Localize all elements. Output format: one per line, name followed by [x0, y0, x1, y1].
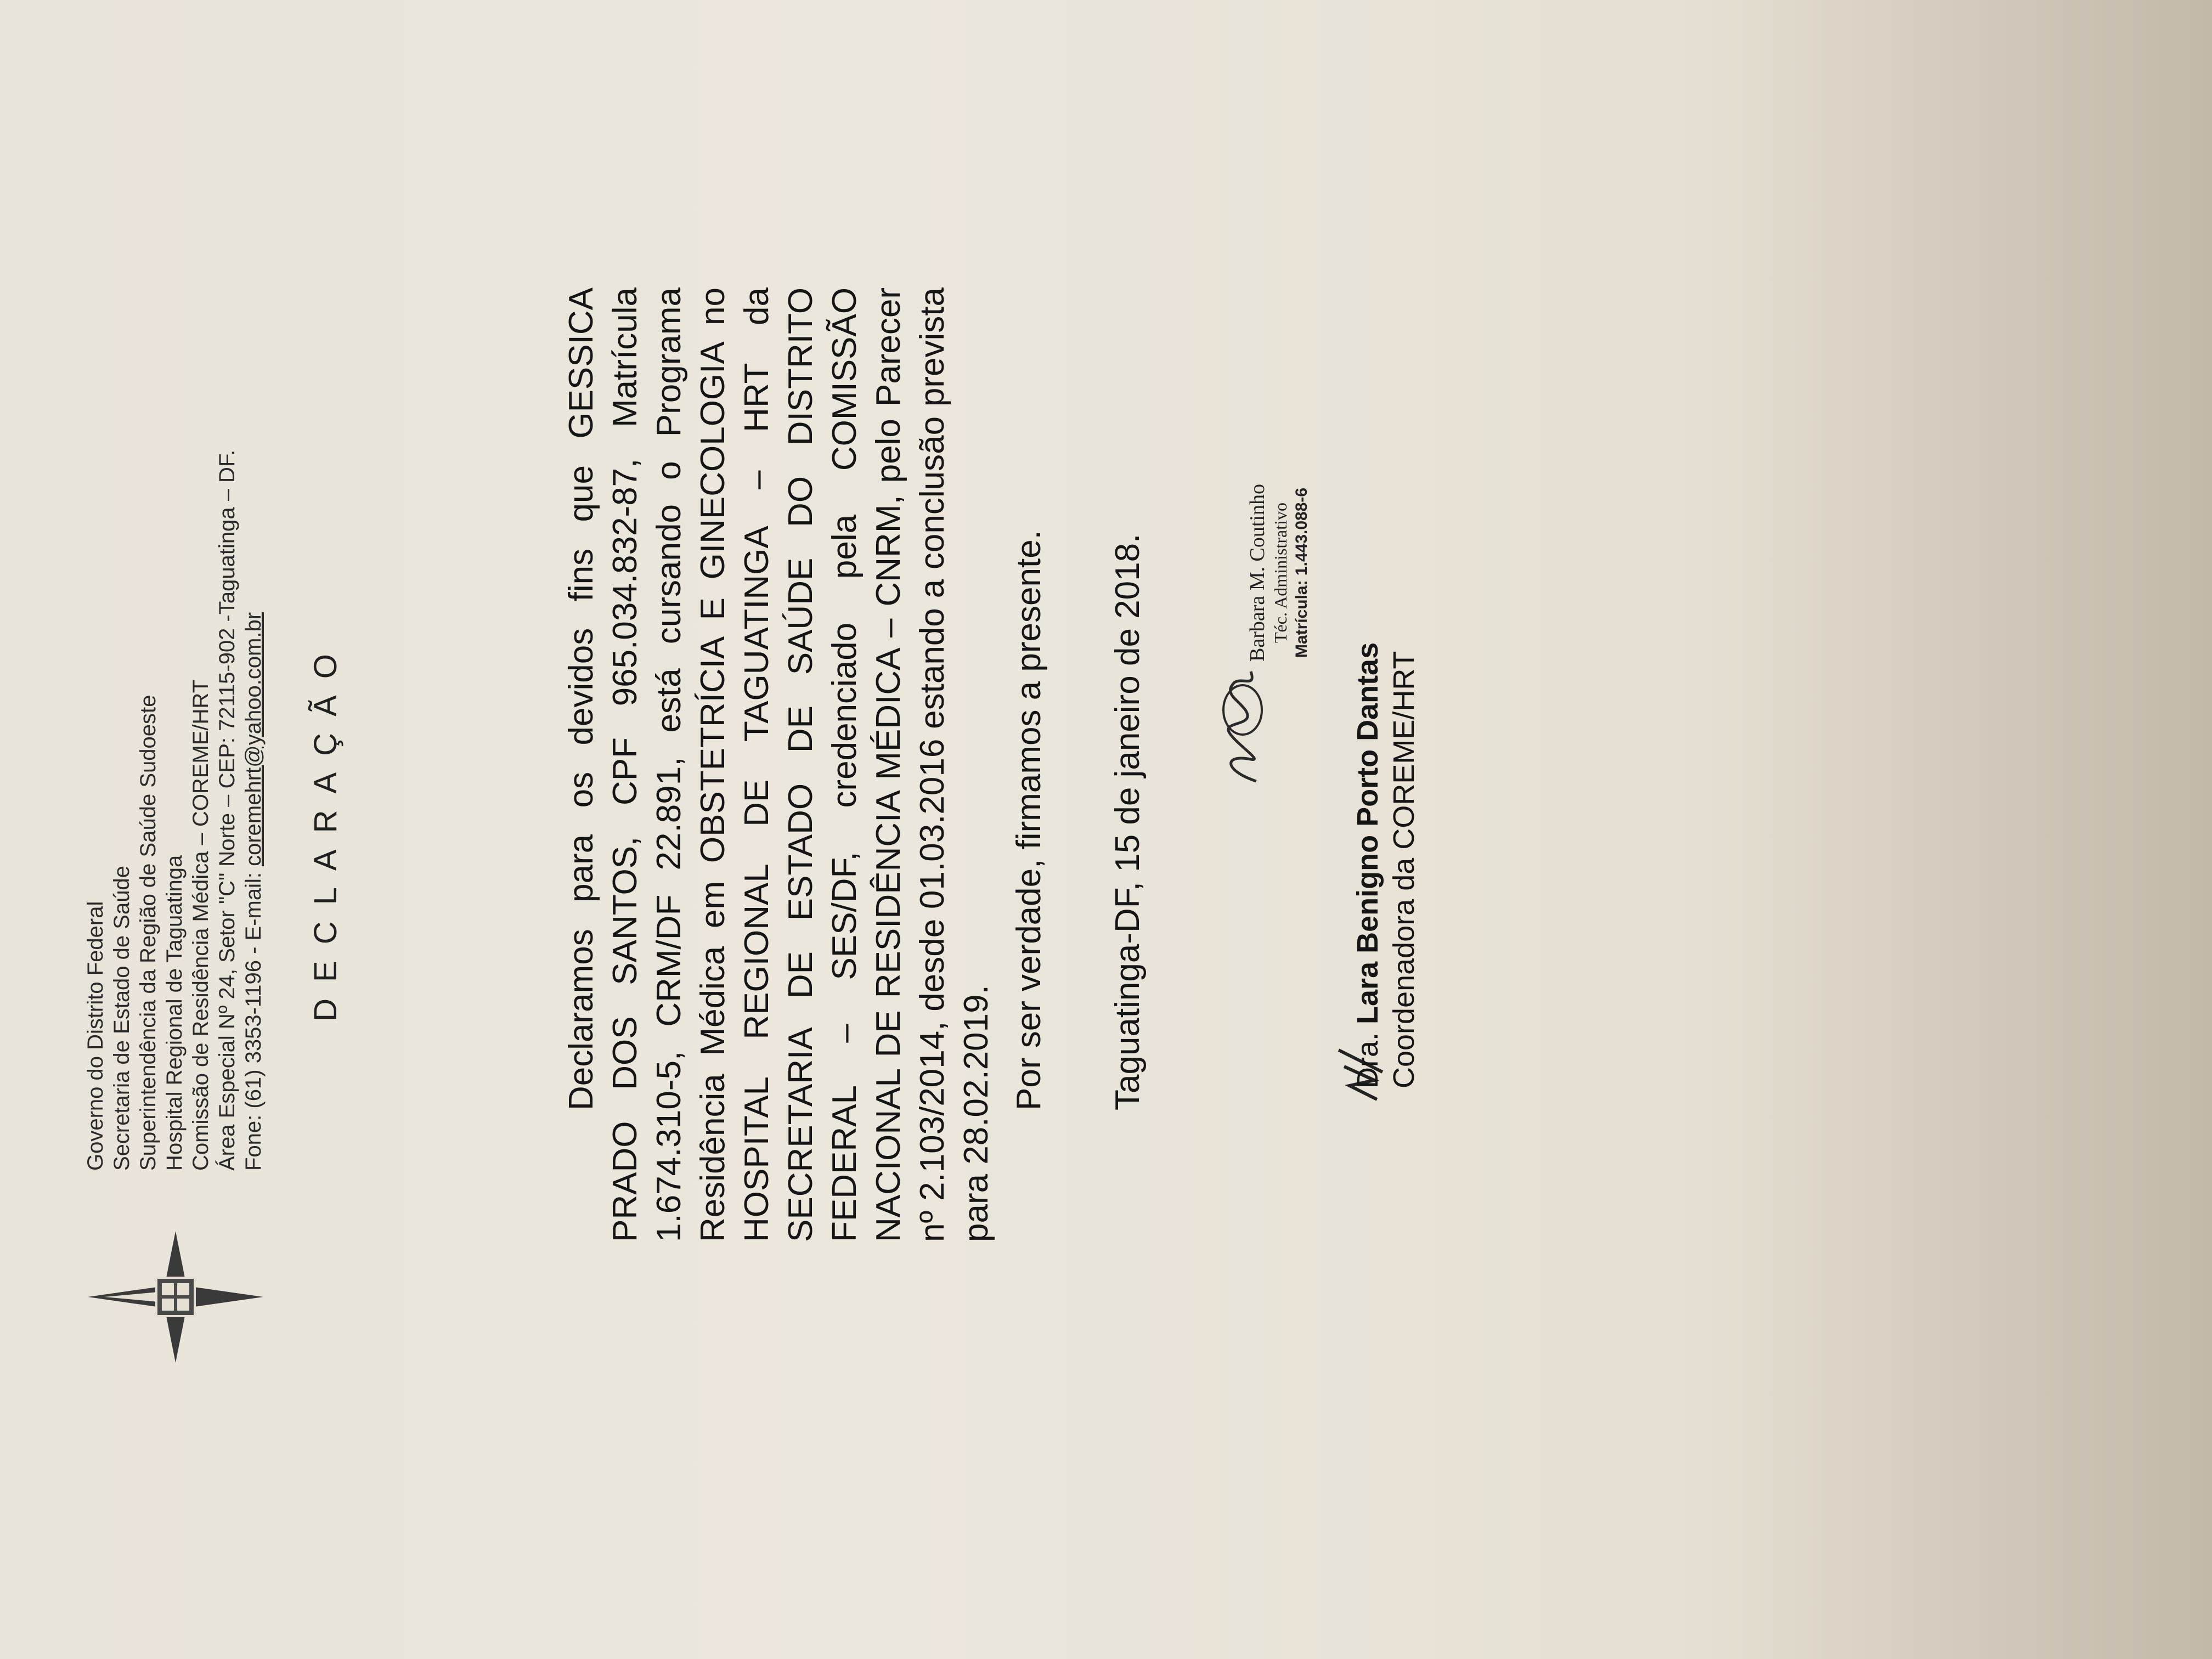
stamp-name: Barbara M. Coutinho [1246, 484, 1269, 662]
signer-role: Coordenadora da COREME/HRT [1387, 651, 1420, 1088]
header-line: Hospital Regional de Taguatinga [162, 855, 187, 1171]
email-link[interactable]: coremehrt@yahoo.com.br [241, 612, 266, 866]
signer-name: Lara Benigno Porto Dantas [1351, 642, 1384, 1024]
header-line: Superintendência da Região de Saúde Sudoeste [136, 695, 160, 1171]
administrative-stamp [1245, 430, 1312, 715]
letterhead-text [82, 450, 267, 1171]
header-line: Secretaria de Estado de Saúde [110, 866, 134, 1171]
declaration-body: Declaramos para os devidos fins que GESSICA PRADO DOS SANTOS, CPF 965.034.832-87, Matrícula 1.674.310-5, CRM/DF 22.891, está cursando o Programa Residência Médica em OBSTETRÍCIA E GINECOLOGIA no HOSPITAL REGIONAL DE TAGUATINGA – HRT da SECRETARIA DE ESTADO DE SAÚDE DO DISTRITO FEDERAL – SES/DF, credenciado pela COMISSÃO NACIONAL DE RESIDÊNCIA MÉDICA – CNRM, pelo Parecer nº 2.103/2014, desde 01.03.2016 estando a conclusão prevista para 28.02.2019. [562, 287, 995, 1242]
page-title: DECLARAÇÃO [308, 637, 343, 1022]
letterhead [82, 106, 269, 1368]
brasilia-cross-logo-icon [82, 1226, 269, 1368]
closing-line: Por ser verdade, firmamos a presente. [1010, 530, 1048, 1110]
signer-block [1350, 642, 1422, 1088]
stamp-role: Téc. Administrativo [1271, 503, 1290, 643]
contact-prefix: Fone: (61) 3353-1196 - E-mail: [241, 866, 266, 1171]
signer-prefix: Dra. [1351, 1024, 1384, 1088]
header-line: Comissão de Residência Médica – COREME/HRT [189, 679, 213, 1171]
place-date: Taguatinga-DF, 15 de janeiro de 2018. [1109, 533, 1147, 1110]
header-contact [240, 450, 267, 1171]
header-line: Governo do Distrito Federal [83, 901, 108, 1171]
stamp-matricula: Matrícula: 1.443.088-6 [1293, 487, 1311, 658]
header-line: Área Especial Nº 24, Setor "C" Norte – CEP: 72115-902 -Taguatinga – DF. [215, 449, 239, 1171]
